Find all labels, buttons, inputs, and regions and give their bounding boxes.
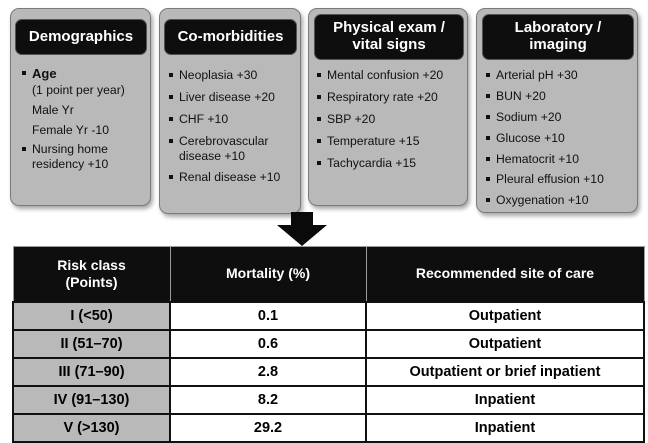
column-header-risk-class: Risk class (Points) xyxy=(13,247,170,302)
bullet-icon xyxy=(486,94,490,98)
list-item: Neoplasia +30 xyxy=(168,68,300,83)
column-header-site-of-care: Recommended site of care xyxy=(366,247,644,302)
list-item: Glucose +10 xyxy=(485,131,637,146)
bullet-icon xyxy=(317,161,321,165)
category-items-physical-exam xyxy=(316,68,468,170)
table-header-row xyxy=(13,247,644,302)
list-item: Liver disease +20 xyxy=(168,90,300,105)
bullet-icon xyxy=(317,117,321,121)
risk-class-cell: III (71–90) xyxy=(13,358,170,386)
mortality-cell: 29.2 xyxy=(170,414,366,442)
list-item: Male Yr xyxy=(32,102,74,117)
mortality-cell: 0.6 xyxy=(170,330,366,358)
category-card-physical-exam xyxy=(308,8,468,206)
table-row xyxy=(13,414,644,442)
category-card-demographics xyxy=(10,8,151,206)
table-row xyxy=(13,302,644,330)
site-of-care-cell: Outpatient xyxy=(366,302,644,330)
column-header-mortality: Mortality (%) xyxy=(170,247,366,302)
bullet-icon xyxy=(169,175,173,179)
mortality-cell: 0.1 xyxy=(170,302,366,330)
down-arrow-icon xyxy=(277,212,327,246)
risk-class-cell: II (51–70) xyxy=(13,330,170,358)
list-item: Female Yr -10 xyxy=(32,122,109,137)
list-item: Nursing home residency +10 xyxy=(21,142,149,172)
category-items-laboratory xyxy=(485,68,637,208)
bullet-icon xyxy=(169,139,173,143)
bullet-icon xyxy=(317,73,321,77)
list-item: Respiratory rate +20 xyxy=(316,90,468,105)
risk-class-cell: IV (91–130) xyxy=(13,386,170,414)
bullet-icon xyxy=(486,177,490,181)
bullet-icon xyxy=(22,71,26,75)
list-item: Sodium +20 xyxy=(485,110,637,125)
category-card-comorbidities xyxy=(159,8,301,214)
list-item: Age xyxy=(21,66,149,82)
bullet-icon xyxy=(486,115,490,119)
bullet-icon xyxy=(169,95,173,99)
list-item: Mental confusion +20 xyxy=(316,68,468,83)
bullet-icon xyxy=(486,198,490,202)
site-of-care-cell: Inpatient xyxy=(366,386,644,414)
list-item: Oxygenation +10 xyxy=(485,193,637,208)
bullet-icon xyxy=(317,95,321,99)
list-item: Cerebrovascular disease +10 xyxy=(168,134,300,164)
category-title-physical-exam: Physical exam / vital signs xyxy=(314,14,464,60)
table-row xyxy=(13,358,644,386)
list-item: Renal disease +10 xyxy=(168,170,300,185)
list-item: Tachycardia +15 xyxy=(316,156,468,171)
table-row xyxy=(13,330,644,358)
list-item: Pleural effusion +10 xyxy=(485,172,637,187)
mortality-cell: 8.2 xyxy=(170,386,366,414)
list-item: Arterial pH +30 xyxy=(485,68,637,83)
list-item: (1 point per year) xyxy=(32,82,125,97)
list-item: CHF +10 xyxy=(168,112,300,127)
bullet-icon xyxy=(317,139,321,143)
category-items-demographics xyxy=(21,66,149,172)
category-items-comorbidities xyxy=(168,68,300,185)
table-row xyxy=(13,386,644,414)
list-item: BUN +20 xyxy=(485,89,637,104)
list-item: Temperature +15 xyxy=(316,134,468,149)
bullet-icon xyxy=(486,136,490,140)
bullet-icon xyxy=(486,73,490,77)
list-item: SBP +20 xyxy=(316,112,468,127)
risk-class-cell: V (>130) xyxy=(13,414,170,442)
site-of-care-cell: Inpatient xyxy=(366,414,644,442)
bullet-icon xyxy=(486,157,490,161)
risk-class-table xyxy=(12,246,645,443)
site-of-care-cell: Outpatient xyxy=(366,330,644,358)
category-title-laboratory: Laboratory / imaging xyxy=(482,14,634,60)
bullet-icon xyxy=(169,73,173,77)
bullet-icon xyxy=(22,147,26,151)
category-title-comorbidities: Co-morbidities xyxy=(164,19,297,55)
site-of-care-cell: Outpatient or brief inpatient xyxy=(366,358,644,386)
list-item: Hematocrit +10 xyxy=(485,152,637,167)
mortality-cell: 2.8 xyxy=(170,358,366,386)
bullet-icon xyxy=(169,117,173,121)
risk-class-cell: I (<50) xyxy=(13,302,170,330)
category-title-demographics: Demographics xyxy=(15,19,147,55)
category-card-laboratory xyxy=(476,8,638,213)
